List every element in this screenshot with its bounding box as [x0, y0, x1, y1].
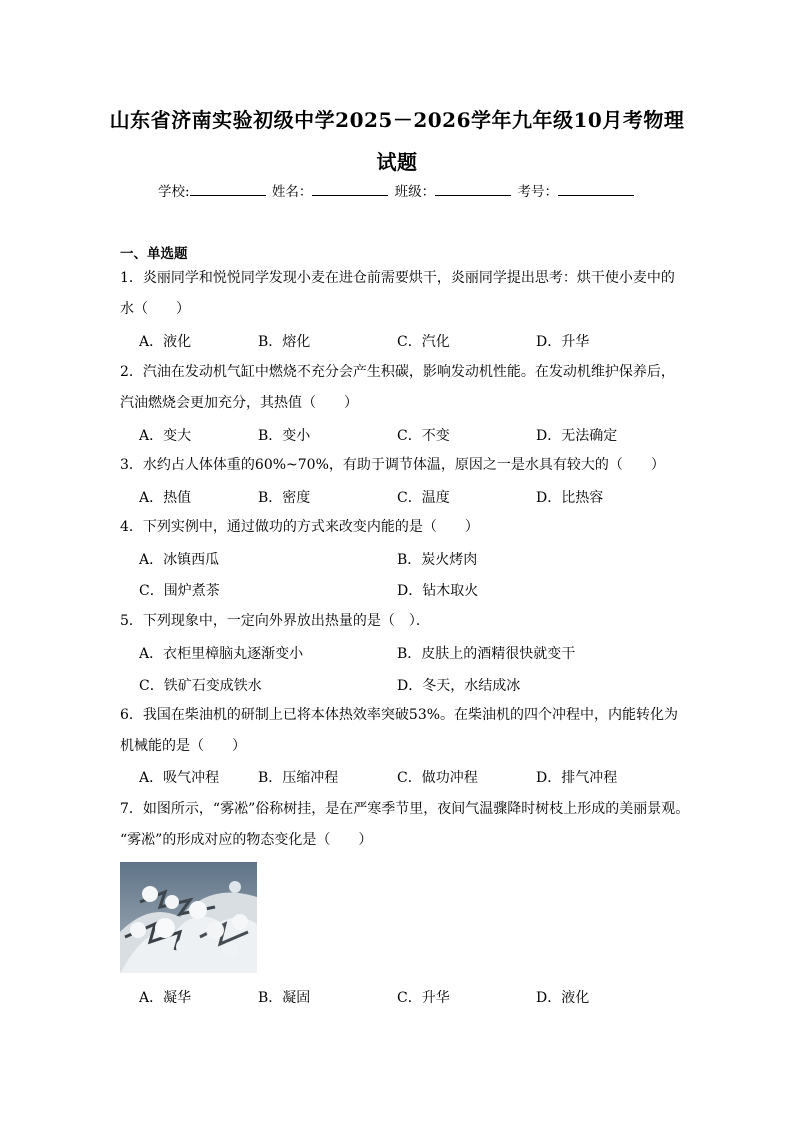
option-d: D．无法确定 [536, 428, 618, 444]
question-4 [120, 512, 680, 543]
question-text-continued: “雾凇”的形成对应的物态变化是（ ） [120, 832, 373, 848]
exam-title-continued: 试题 [376, 150, 418, 174]
section-title: 一、单选题 [120, 246, 188, 262]
question-text: 3．水约占人体体重的60%~70%，有助于调节体温，原因之一是水具有较大的（ ） [120, 457, 665, 473]
school-label: 学校: [158, 184, 190, 200]
option-d: D．冬天，水结成冰 [397, 678, 521, 694]
option-a: A．衣柜里樟脑丸逐渐变小 [139, 646, 304, 662]
class-blank [435, 183, 511, 196]
name-label: 姓名： [271, 184, 313, 200]
name-blank [312, 183, 388, 196]
question-2-options [139, 425, 699, 445]
option-b: B．密度 [258, 490, 311, 506]
option-d: D．排气冲程 [536, 770, 618, 786]
rime-frost-tree-image [120, 862, 257, 973]
question-6-options [139, 767, 699, 787]
question-5-options-row-1 [139, 643, 699, 663]
exam-number-blank [558, 183, 634, 196]
option-b: B．压缩冲程 [258, 770, 339, 786]
option-c: C．不变 [397, 428, 450, 444]
question-text: 1．炎丽同学和悦悦同学发现小麦在进仓前需要烘干，炎丽同学提出思考：烘干使小麦中的 [120, 270, 675, 286]
student-info-line [0, 180, 794, 200]
option-c: C．围炉煮茶 [139, 583, 220, 599]
option-a: A．液化 [139, 334, 192, 350]
option-d: D．升华 [536, 334, 590, 350]
exam-title: 山东省济南实验初级中学2025－2026学年九年级10月考物理 [109, 108, 685, 132]
option-c: C．升华 [397, 990, 450, 1006]
question-7 [120, 794, 690, 856]
option-b: B．熔化 [258, 334, 311, 350]
option-c: C．铁矿石变成铁水 [139, 678, 262, 694]
rime-tree-photo [120, 862, 257, 973]
option-a: A．变大 [139, 428, 192, 444]
question-text: 4．下列实例中，通过做功的方式来改变内能的是（ ） [120, 519, 479, 535]
question-text-continued: 汽油燃烧会更加充分，其热值（ ） [120, 395, 358, 411]
exam-number-label: 考号： [517, 184, 558, 200]
option-d: D．钻木取火 [397, 583, 479, 599]
option-b: B．变小 [258, 428, 311, 444]
question-5-options-row-2 [139, 675, 699, 695]
question-5 [120, 606, 680, 637]
question-6 [120, 700, 680, 762]
school-blank [190, 183, 266, 196]
option-b: B．凝固 [258, 990, 311, 1006]
question-3-options [139, 487, 699, 507]
option-c: C．温度 [397, 490, 450, 506]
option-b: B．皮肤上的酒精很快就变干 [397, 646, 576, 662]
option-c: C．汽化 [397, 334, 450, 350]
question-3 [120, 450, 680, 481]
option-a: A．冰镇西瓜 [139, 552, 220, 568]
question-text: 6．我国在柴油机的研制上已将本体热效率突破53%。在柴油机的四个冲程中，内能转化为 [120, 707, 679, 723]
question-2 [120, 357, 680, 419]
question-text: 5．下列现象中，一定向外界放出热量的是（ ）． [120, 613, 430, 629]
question-text: 7．如图所示，“雾凇”俗称树挂，是在严寒季节里，夜间气温骤降时树枝上形成的美丽景观。 [120, 801, 690, 817]
class-label: 班级： [394, 184, 436, 200]
option-a: A．吸气冲程 [139, 770, 220, 786]
option-a: A．凝华 [139, 990, 192, 1006]
question-1-options [139, 331, 699, 351]
option-c: C．做功冲程 [397, 770, 478, 786]
question-text: 2．汽油在发动机气缸中燃烧不充分会产生积碳，影响发动机性能。在发动机维护保养后， [120, 364, 675, 380]
option-d: D．液化 [536, 990, 590, 1006]
question-4-options-row-1 [139, 549, 699, 569]
question-text-continued: 水（ ） [120, 301, 190, 317]
question-1 [120, 263, 680, 325]
question-4-options-row-2 [139, 580, 699, 600]
option-b: B．炭火烤肉 [397, 552, 478, 568]
question-text-continued: 机械能的是（ ） [120, 738, 246, 754]
option-a: A．热值 [139, 490, 192, 506]
question-7-options [139, 987, 699, 1007]
option-d: D．比热容 [536, 490, 604, 506]
